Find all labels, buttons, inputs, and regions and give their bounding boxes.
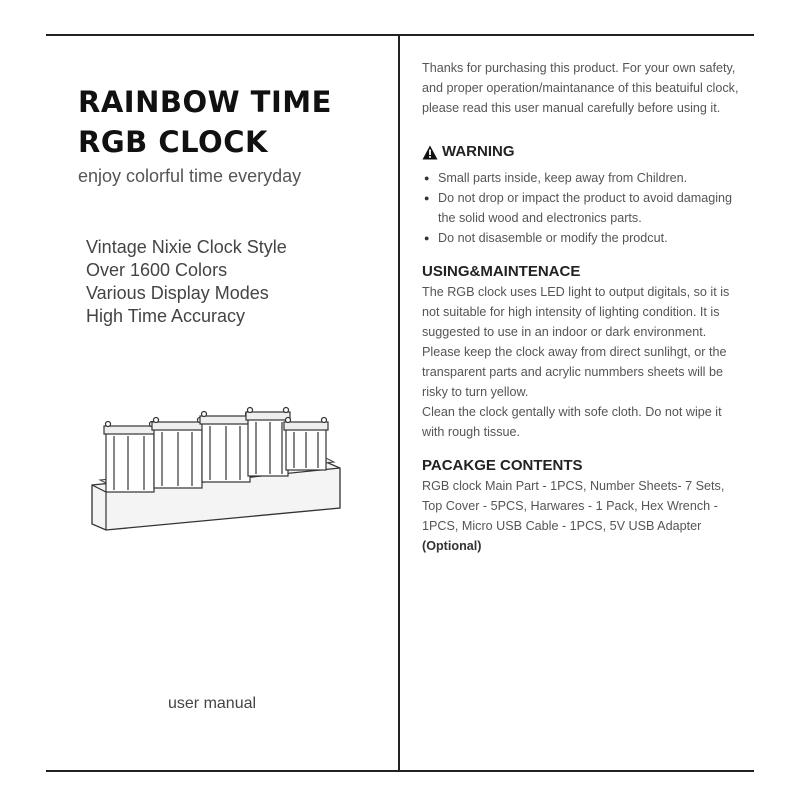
warning-item: ● Small parts inside, keep away from Children. (422, 168, 740, 188)
feature-item: Over 1600 Colors (86, 260, 228, 280)
warning-heading (422, 142, 740, 162)
intro-paragraph: Thanks for purchasing this product. For your own safety, and proper operation/maintanance of this beatuiful clock, please read this user manual carefully before using it. (422, 61, 739, 115)
package-paragraph (422, 476, 740, 556)
bottom-rule (46, 770, 754, 772)
feature-item: Various Display Modes (86, 283, 269, 303)
cleaning-paragraph: Clean the clock gentally with sofe cloth. Do not wipe it with rough tissue. (422, 405, 722, 439)
warning-item: ● Do not disasemble or modify the prodcut. (422, 228, 740, 248)
warning-triangle-icon (422, 145, 438, 160)
optional-label: (Optional) (422, 539, 482, 553)
package-heading: PACAKGE CONTENTS (422, 457, 583, 474)
product-title (78, 82, 332, 162)
right-column (422, 58, 740, 556)
feature-item: High Time Accuracy (86, 306, 246, 326)
user-manual-label: user manual (168, 695, 257, 712)
feature-list (86, 236, 287, 328)
warning-heading-text: WARNING (442, 143, 515, 160)
warning-item: ● Do not drop or impact the product to avoid damaging the solid wood and electronics parts. (422, 188, 740, 228)
title-line-1: RAINBOW TIME (78, 85, 332, 119)
using-heading: USING&MAINTENACE (422, 263, 581, 280)
tagline: enjoy colorful time everyday (78, 166, 302, 186)
using-paragraph: The RGB clock uses LED light to output digitals, so it is not suitable for high intensity of lighting condition. It is suggested to use in an indoor or dark environment. Please keep the clock away from direct sunlihgt, or the transparent parts and acrylic nummbers sheets will be risky to turn yellow. (422, 285, 730, 399)
center-divider (398, 34, 400, 772)
package-text: RGB clock Main Part - 1PCS, Number Sheets- 7 Sets, Top Cover - 5PCS, Harwares - 1 Pack, Hex Wrench - 1PCS, Micro USB Cable - 1PCS, 5V USB Adapter (422, 479, 725, 533)
title-line-2: RGB CLOCK (78, 125, 268, 159)
top-rule (46, 34, 754, 36)
warning-list (422, 168, 740, 248)
feature-item: Vintage Nixie Clock Style (86, 237, 287, 257)
clock-product-image (88, 400, 348, 540)
